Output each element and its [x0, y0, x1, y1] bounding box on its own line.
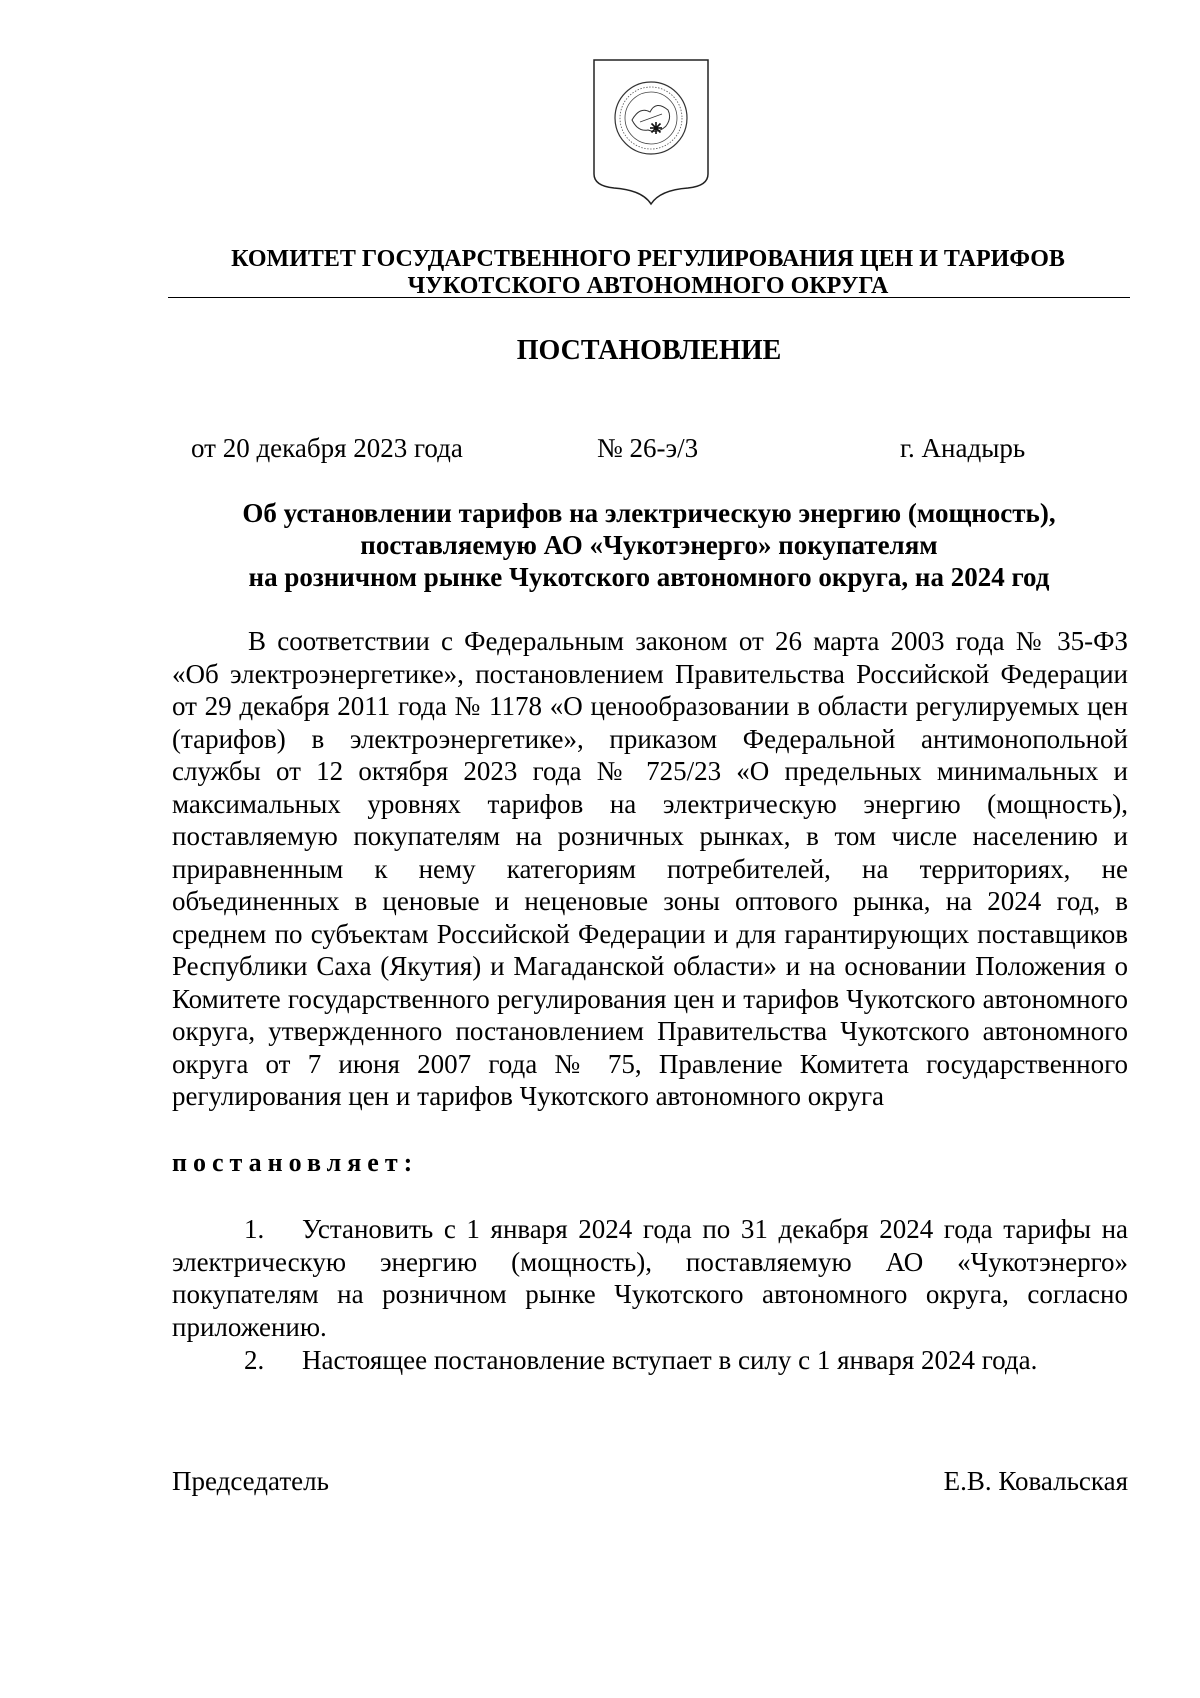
coat-of-arms-icon: [590, 56, 712, 208]
title-line-2: поставляемую АО «Чукотэнерго» покупателям: [360, 530, 938, 560]
document-title: [168, 497, 1130, 593]
item-text: Настоящее постановление вступает в силу с 1 января 2024 года.: [302, 1345, 1038, 1375]
preamble-paragraph: В соответствии с Федеральным законом от 26 марта 2003 года № 35-ФЗ «Об электроэнергетике», постановлением Правительства Российской Федерации от 29 декабря 2011 года № 1178 «О ценообразовании в области регулируемых цен (тарифов) в электроэнергетике», приказом Федеральной антимонопольной службы от 12 октября 2023 года № 725/23 «О предельных минимальных и максимальных уровнях тарифов на электрическую энергию (мощность), поставляемую покупателям на розничных рынках, в том числе населению и приравненным к нему категориям потребителей, на территориях, не объединенных в ценовые и неценовые зоны оптового рынка, на 2024 год, в среднем по субъектам Российской Федерации и для гарантирующих поставщиков Республики Саха (Якутия) и Магаданской области» и на основании Положения о Комитете государственного регулирования цен и тарифов Чукотского автономного округа, утвержденного постановлением Правительства Чукотского автономного округа от 7 июня 2007 года № 75, Правление Комитета государственного регулирования цен и тарифов Чукотского автономного округа: [172, 626, 1128, 1111]
committee-name-line-2: ЧУКОТСКОГО АВТОНОМНОГО ОКРУГА: [407, 273, 889, 299]
title-line-3: на розничном рынке Чукотского автономного округа, на 2024 год: [248, 562, 1050, 592]
committee-name-line-1: КОМИТЕТ ГОСУДАРСТВЕННОГО РЕГУЛИРОВАНИЯ ЦЕН И ТАРИФОВ: [231, 246, 1065, 272]
resolve-statement: постановляет:: [172, 1148, 419, 1177]
document-number: № 26-э/3: [597, 433, 699, 463]
document-date: от 20 декабря 2023 года: [191, 433, 463, 463]
item-number: 1.: [244, 1214, 265, 1244]
title-line-1: Об установлении тарифов на электрическую энергию (мощность),: [242, 498, 1056, 528]
signatory-role: Председатель: [172, 1466, 329, 1496]
item-text: Установить с 1 января 2024 года по 31 декабря 2024 года тарифы на электрическую энергию (мощность), поставляемую АО «Чукотэнерго» покупателям на розничном рынке Чукотского автономного округа, согласно приложению.: [172, 1214, 1128, 1342]
signatory-name: Е.В. Ковальская: [943, 1466, 1128, 1496]
resolution-item-2: [172, 1344, 1128, 1377]
item-number: 2.: [244, 1345, 265, 1375]
resolution-item-1: [172, 1213, 1128, 1343]
document-type: ПОСТАНОВЛЕНИЕ: [516, 335, 782, 366]
header-divider: [168, 297, 1130, 298]
document-place: г. Анадырь: [900, 433, 1026, 463]
